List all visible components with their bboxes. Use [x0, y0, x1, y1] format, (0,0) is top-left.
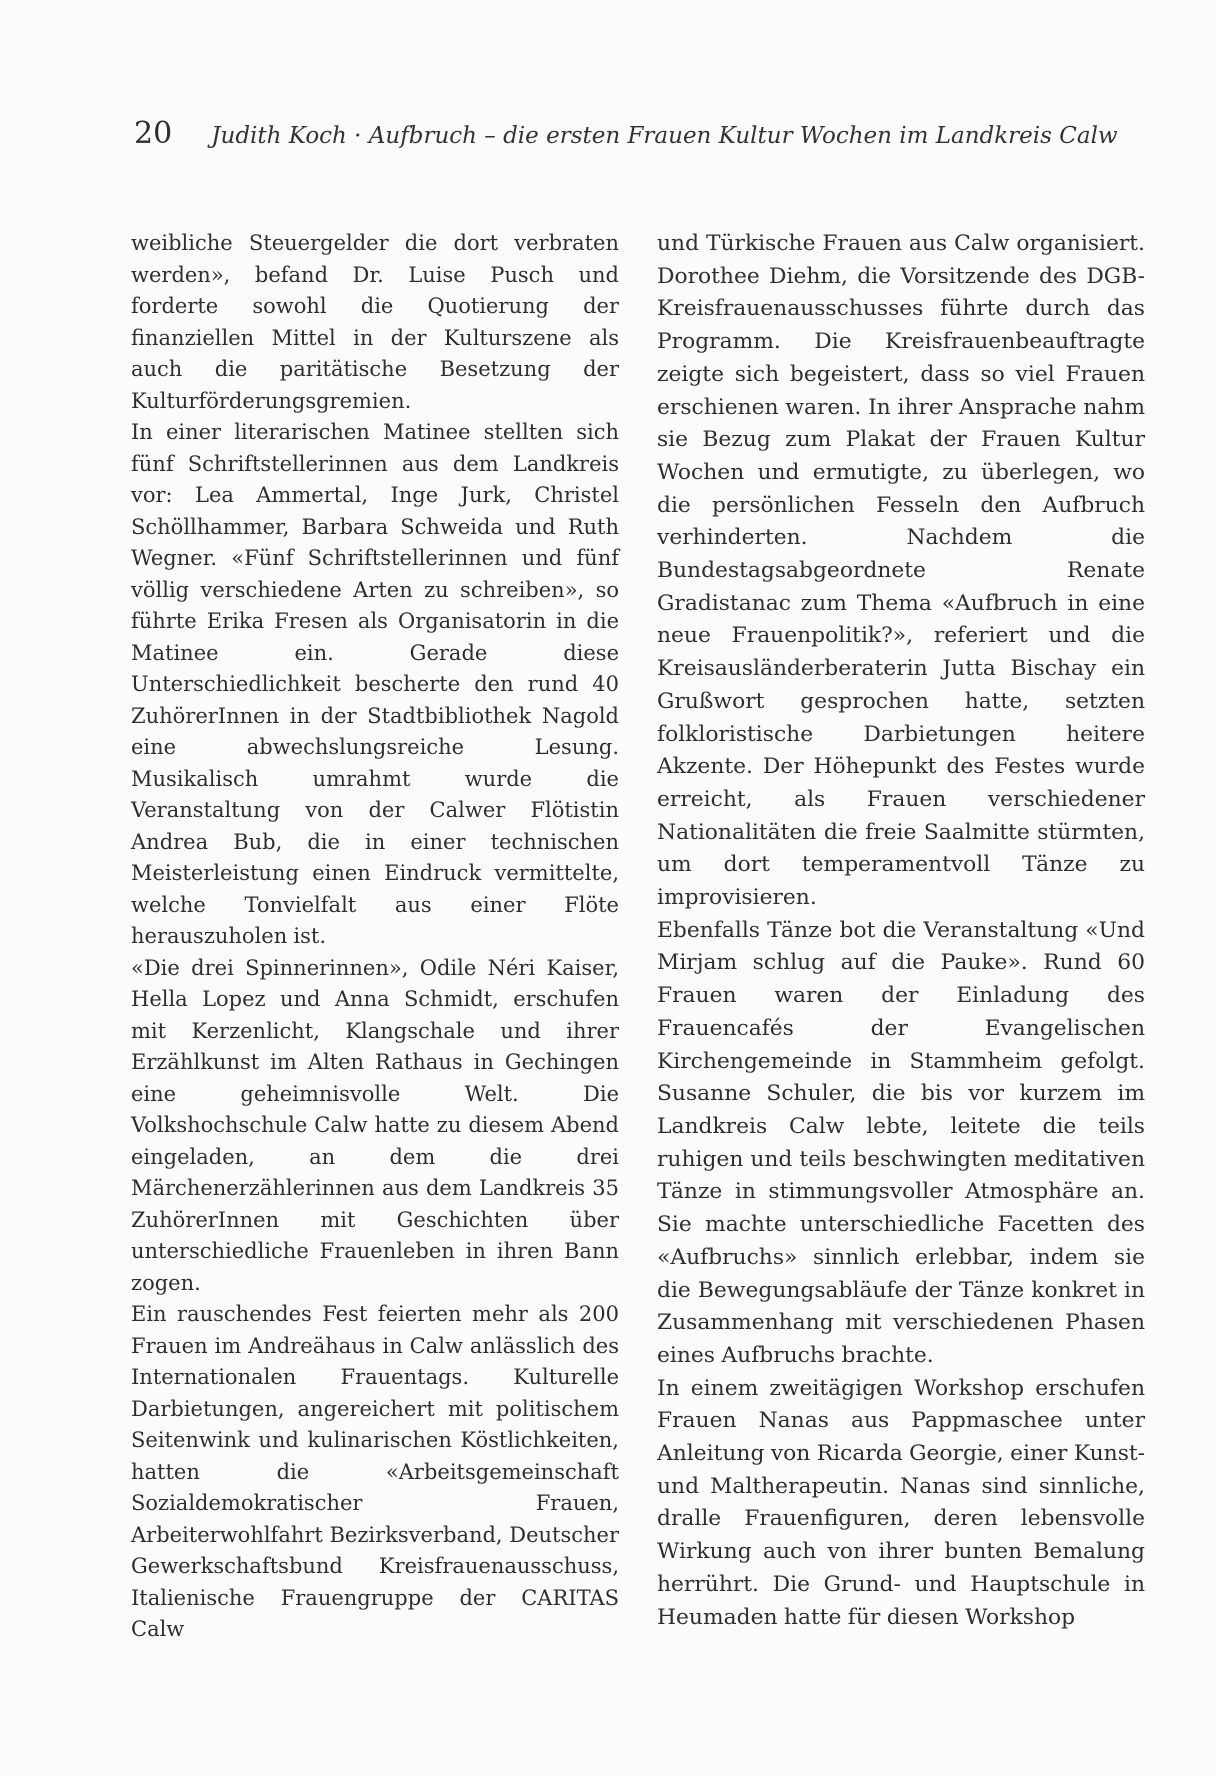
- left-column: [131, 228, 619, 1646]
- paragraph: In einer literarischen Matinee stellten sich fünf Schriftstellerinnen aus dem Landkreis vor: Lea Ammertal, Inge Jurk, Christel Schöllhammer, Barbara Schweida und Ruth Wegner. «Fünf Schriftstellerinnen und fünf völlig verschiedene Arten zu schreiben», so führte Erika Fresen als Organisatorin in die Matinee ein. Gerade diese Unterschiedlichkeit bescherte den rund 40 ZuhörerInnen in der Stadtbibliothek Nagold eine abwechslungsreiche Lesung. Musikalisch umrahmt wurde die Veranstaltung von der Calwer Flötistin Andrea Bub, die in einer technischen Meisterleistung einen Eindruck vermittelte, welche Tonvielfalt aus einer Flöte herauszuholen ist.: [131, 420, 619, 948]
- paragraph: weibliche Steuergelder die dort verbraten werden», befand Dr. Luise Pusch und forderte sowohl die Quotierung der finanziellen Mittel in der Kulturszene als auch die paritätische Besetzung der Kulturförderungsgremien.: [131, 231, 619, 413]
- paragraph: Ein rauschendes Fest feierten mehr als 200 Frauen im Andreähaus in Calw anlässlich des Internationalen Frauentags. Kulturelle Darbietungen, angereichert mit politischem Seitenwink und kulinarischen Köstlichkeiten, hatten die «Arbeitsgemeinschaft Sozialdemokratischer Frauen, Arbeiterwohlfahrt Bezirksverband, Deutscher Gewerkschaftsbund Kreisfrauenausschuss, Italienische Frauengruppe der CARITAS Calw: [131, 1302, 619, 1641]
- paragraph: Ebenfalls Tänze bot die Veranstaltung «Und Mirjam schlug auf die Pauke». Rund 60 Frauen waren der Einladung des Frauencafés der Evangelischen Kirchengemeinde in Stammheim gefolgt. Susanne Schuler, die bis vor kurzem im Landkreis Calw lebte, leitete die teils ruhigen und teils beschwingten meditativen Tänze in stimmungsvoller Atmosphäre an. Sie machte unterschiedliche Facetten des «Aufbruchs» sinnlich erlebbar, indem sie die Bewegungsabläufe der Tänze konkret in Zusammenhang mit verschiedenen Phasen eines Aufbruchs brachte.: [657, 917, 1145, 1368]
- paragraph: und Türkische Frauen aus Calw organisiert. Dorothee Diehm, die Vorsitzende des DGB-Kreisfrauenausschusses führte durch das Programm. Die Kreisfrauenbeauftragte zeigte sich begeistert, dass so viel Frauen erschienen waren. In ihrer Ansprache nahm sie Bezug zum Plakat der Frauen Kultur Wochen und ermutigte, zu überlegen, wo die persönlichen Fesseln den Aufbruch verhinderten. Nachdem die Bundestagsabgeordnete Renate Gradistanac zum Thema «Aufbruch in eine neue Frauenpolitik?», referiert und die Kreisausländerberaterin Jutta Bischay ein Grußwort gesprochen hatte, setzten folkloristische Darbietungen heitere Akzente. Der Höhepunkt des Festes wurde erreicht, als Frauen verschiedener Nationalitäten die freie Saalmitte stürmten, um dort temperamentvoll Tänze zu improvisieren.: [657, 231, 1145, 911]
- page-number: 20: [134, 116, 173, 151]
- running-title: Judith Koch · Aufbruch – die ersten Frauen Kultur Wochen im Landkreis Calw: [211, 123, 1118, 149]
- paragraph: «Die drei Spinnerinnen», Odile Néri Kaiser, Hella Lopez und Anna Schmidt, erschufen mit Kerzenlicht, Klangschale und ihrer Erzählkunst im Alten Rathaus in Gechingen eine geheimnisvolle Welt. Die Volkshochschule Calw hatte zu diesem Abend eingeladen, an dem die drei Märchenerzählerinnen aus dem Landkreis 35 ZuhörerInnen mit Geschichten über unterschiedliche Frauenleben in ihren Bann zogen.: [131, 955, 619, 1295]
- running-header: [134, 116, 1116, 156]
- paragraph: In einem zweitägigen Workshop erschufen Frauen Nanas aus Pappmaschee unter Anleitung von Ricarda Georgie, einer Kunst- und Maltherapeutin. Nanas sind sinnliche, dralle Frauenfiguren, deren lebensvolle Wirkung auch von ihrer bunten Bemalung herrührt. Die Grund- und Hauptschule in Heumaden hatte für diesen Workshop: [657, 1375, 1146, 1630]
- right-column: [657, 228, 1145, 1634]
